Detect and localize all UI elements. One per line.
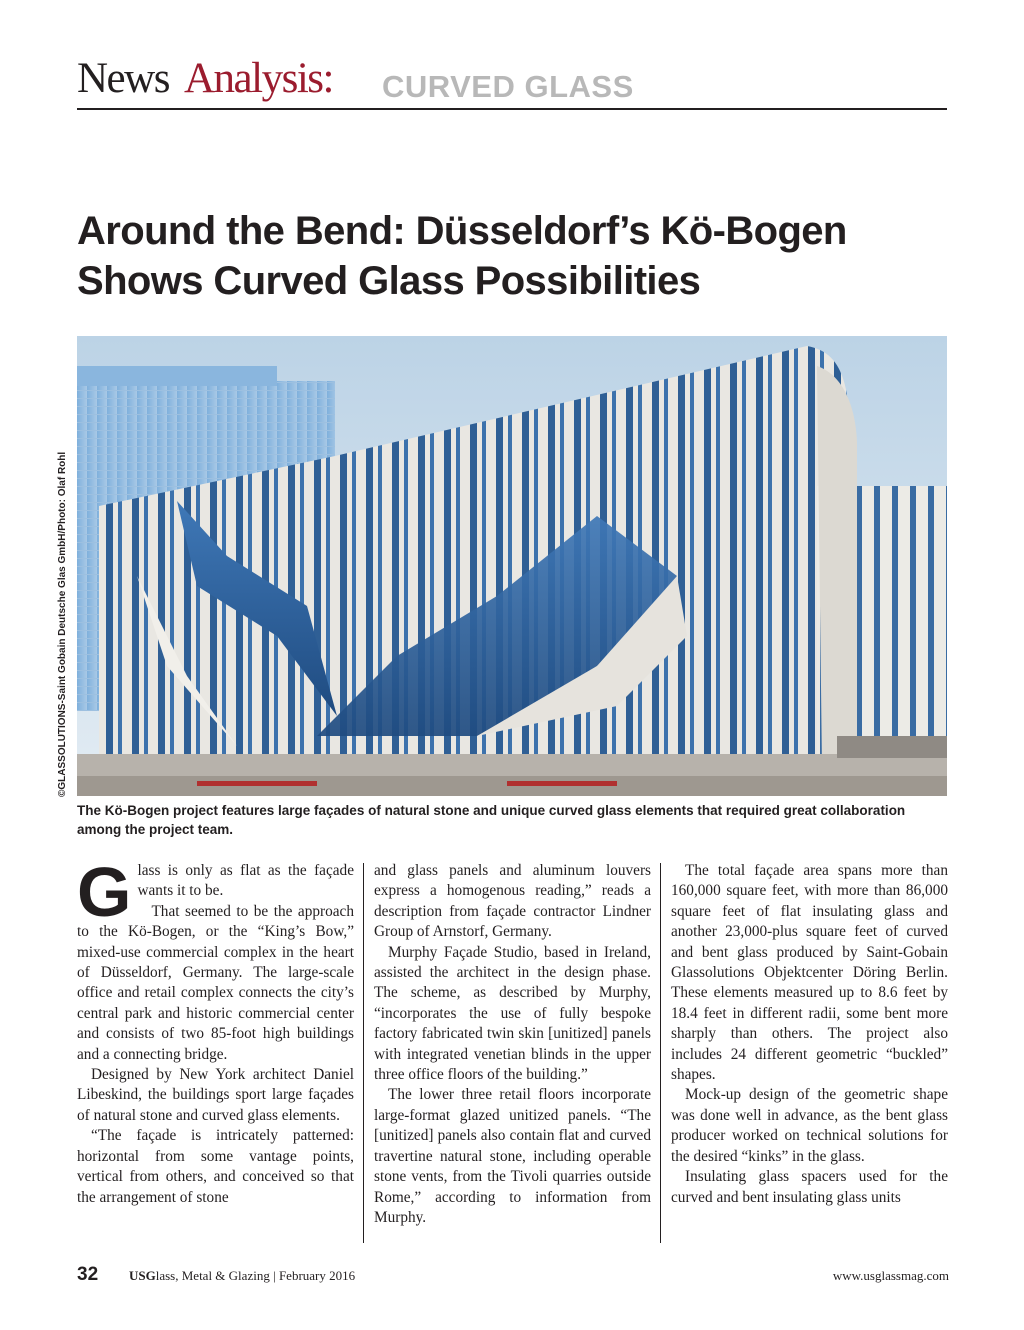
paragraph: “The façade is intricately patterned: horizontal from some vantage points, vertical from others, and conceived so that the arrangement of stone	[77, 1127, 354, 1206]
page-number: 32	[77, 1264, 99, 1285]
column-divider	[660, 863, 661, 1243]
paragraph-text: lass is only as flat as the façade wants it to be.	[137, 862, 354, 900]
drop-cap: G	[77, 853, 132, 931]
photo-credit: ©GLASSOLUTIONS-Saint Gobain Deutsche Glas GmbH/Photo: Olaf Rohl	[57, 451, 68, 797]
issue-date: February 2016	[278, 1268, 356, 1283]
paragraph: That seemed to be the approach to the Kö-Bogen, or the “King’s Bow,” mixed-use commercial complex in the heart of Düsseldorf, Germany. The large-scale office and retail complex connects the city’s central park and historic commercial center and consists of two 85-foot high buildings and a connecting bridge.	[77, 902, 354, 1063]
stairs	[837, 736, 947, 758]
article-column-1	[77, 853, 354, 1208]
publication-info	[129, 1268, 355, 1284]
publication-name: lass, Metal & Glazing	[155, 1268, 270, 1283]
building-illustration	[77, 336, 947, 796]
article-headline: Around the Bend: Düsseldorf’s Kö-Bogen Shows Curved Glass Possibilities	[77, 209, 847, 303]
building-photo	[77, 336, 947, 796]
paragraph	[77, 853, 354, 931]
publication-bold: USG	[129, 1268, 156, 1283]
paragraph: Designed by New York architect Daniel Libeskind, the buildings sport large façades of natural stone and curved glass elements.	[77, 1066, 354, 1124]
footer-separator: |	[273, 1268, 276, 1283]
paragraph: and glass panels and aluminum louvers express a homogenous reading,” reads a description from façade contractor Lindner Group of Arnstorf, Germany.	[374, 862, 651, 941]
header-analysis: Analysis:	[184, 55, 333, 102]
photo-caption: The Kö-Bogen project features large façades of natural stone and unique curved glass elements that required great collaboration among the project team.	[77, 803, 906, 837]
column-divider	[363, 863, 364, 1243]
section-header	[77, 52, 947, 110]
header-section-label: CURVED GLASS	[382, 69, 634, 104]
paragraph: The lower three retail floors incorporate large-format glazed unitized panels. “The [unitized] panels also contain flat and curved travertine natural stone, including operable stone vents, from the Tivoli quarries outside Rome,” according to information from Murphy.	[374, 1086, 651, 1226]
header-news: News	[77, 55, 169, 102]
paragraph: The total façade area spans more than 160,000 square feet, with more than 86,000 square feet of flat insulating glass and another 23,000-plus square feet of curved and bent glass produced by Saint-Gobain Glassolutions Objektcenter Döring Berlin. These elements measured up to 8.6 feet by 18.4 feet in different radii, some bent more sharply than others. The project also includes 24 different geometric “buckled” shapes.	[671, 862, 948, 1084]
website-url: www.usglassmag.com	[832, 1268, 949, 1283]
paragraph: Murphy Façade Studio, based in Ireland, assisted the architect in the design phase. The scheme, as described by Murphy, “incorporates the use of fully bespoke factory fabricated twin skin [unitized] panels with integrated venetian blinds in the upper three office floors of the building.”	[374, 943, 651, 1084]
paragraph: Mock-up design of the geometric shape was done well in advance, as the bent glass producer worked on technical solutions for the desired “kinks” in the glass.	[671, 1086, 948, 1165]
paragraph: Insulating glass spacers used for the curved and bent insulating glass units	[671, 1168, 948, 1206]
article-column-2	[374, 861, 651, 1228]
article-column-3	[671, 861, 948, 1208]
page-footer	[77, 1264, 949, 1288]
photo-credit-container	[57, 451, 77, 817]
